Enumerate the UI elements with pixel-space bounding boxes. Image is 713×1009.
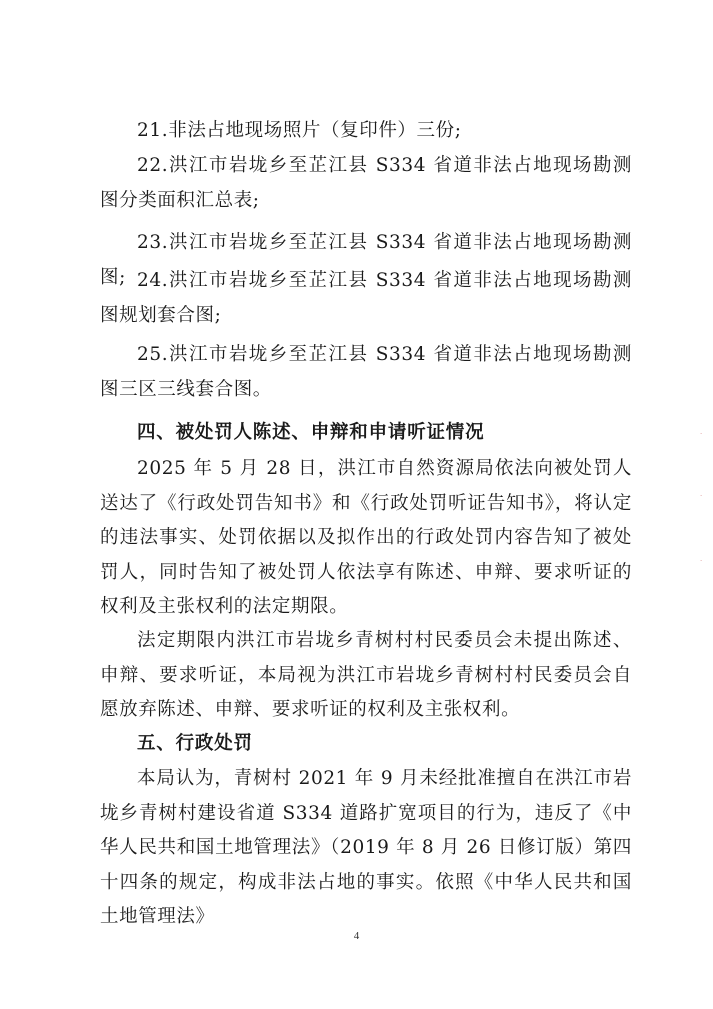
body-paragraph: 本局认为，青树村 2021 年 9 月未经批准擅自在洪江市岩垅乡青树村建设省道 S334 道路扩宽项目的行为，违反了《中华人民共和国土地管理法》（2019 年 8 月 26 日修订版）第四十四条的规定，构成非法占地的事实。依照《中华人民共和国土地管理法》 [100, 768, 632, 928]
list-item: 21.非法占地现场照片（复印件）三份; [137, 120, 462, 141]
margin-mark-icon: · [700, 430, 703, 438]
list-item: 22.洪江市岩垅乡至芷江县 S334 省道非法占地现场勘测图分类面积汇总表; [100, 155, 632, 211]
page-number: 4 [353, 930, 360, 942]
body-paragraph: 2025 年 5 月 28 日，洪江市自然资源局依法向被处罚人送达了《行政处罚告知书》和《行政处罚听证告知书》，将认定的违法事实、处罚依据以及拟作出的行政处罚内容告知了被处罚人，同时告知了被处罚人依法享有陈述、申辩、要求听证的权利及主张权利的法定期限。 [100, 458, 632, 618]
section-heading: 五、行政处罚 [137, 733, 253, 754]
section-heading: 四、被处罚人陈述、申辩和申请听证情况 [137, 422, 485, 443]
body-paragraph: 法定期限内洪江市岩垅乡青树村村民委员会未提出陈述、申辩、要求听证，本局视为洪江市岩垅乡青树村村民委员会自愿放弃陈述、申辩、要求听证的权利及主张权利。 [100, 630, 632, 721]
list-item: 25.洪江市岩垅乡至芷江县 S334 省道非法占地现场勘测图三区三线套合图。 [100, 344, 632, 400]
margin-mark-icon: · [700, 492, 703, 500]
list-item: 24.洪江市岩垅乡至芷江县 S334 省道非法占地现场勘测图规划套合图; [100, 270, 632, 326]
margin-mark-icon: · [700, 557, 703, 565]
list-item: 23.洪江市岩垅乡至芷江县 S334 省道非法占地现场勘测图; [100, 232, 632, 288]
